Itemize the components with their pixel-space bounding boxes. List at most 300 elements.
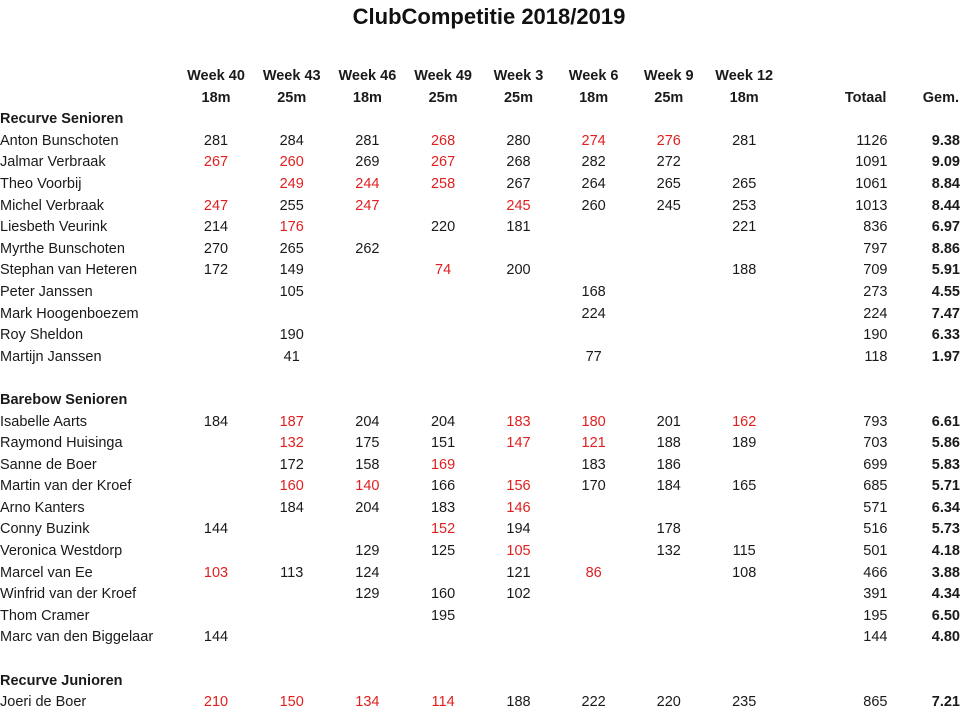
score-cell: 160: [279, 478, 304, 495]
score-cell: [556, 519, 631, 541]
table-row: [0, 174, 960, 196]
score-cell: 149: [279, 262, 304, 279]
score-cell: 189: [732, 435, 757, 452]
score-cell: [556, 217, 631, 239]
score-cell: 187: [279, 413, 304, 430]
score-cell: 267: [430, 154, 456, 171]
score-cell: [706, 606, 782, 628]
archer-name: Theo Voorbij: [0, 175, 82, 192]
score-cell: 105: [506, 543, 531, 560]
table-row: [0, 498, 960, 520]
score-cell: 270: [203, 240, 229, 257]
score-cell: 151: [430, 435, 456, 452]
header-distance: 18m: [579, 89, 609, 106]
total-cell: 699: [863, 456, 888, 473]
score-cell: 272: [656, 154, 681, 171]
score-cell: [254, 627, 330, 649]
table-row: [0, 584, 960, 606]
score-cell: [178, 498, 254, 520]
score-cell: 165: [732, 478, 757, 495]
score-cell: 247: [355, 197, 380, 214]
score-cell: [706, 152, 782, 174]
header-distance: 18m: [201, 89, 231, 106]
score-cell: 181: [506, 219, 531, 236]
score-cell: [330, 260, 406, 282]
score-cell: [178, 606, 254, 628]
table-row: [0, 412, 960, 434]
score-cell: [330, 347, 406, 369]
score-cell: [706, 627, 782, 649]
archer-name: Conny Buzink: [0, 521, 90, 538]
score-cell: 265: [656, 175, 681, 192]
score-cell: [556, 627, 631, 649]
score-cell: 184: [656, 478, 681, 495]
score-cell: [481, 325, 556, 347]
score-cell: 140: [355, 478, 380, 495]
score-cell: 220: [430, 219, 456, 236]
score-cell: 180: [581, 413, 606, 430]
total-cell: 195: [863, 607, 888, 624]
section-header-row: [0, 109, 960, 131]
average-cell: 5.73: [931, 521, 960, 538]
score-cell: 249: [279, 175, 304, 192]
score-cell: 156: [506, 478, 531, 495]
score-cell: [178, 282, 254, 304]
table-row: [0, 433, 960, 455]
table-row: [0, 325, 960, 347]
archer-name: Stephan van Heteren: [0, 262, 138, 279]
score-cell: [178, 541, 254, 563]
score-cell: 129: [355, 586, 380, 603]
score-cell: 245: [656, 197, 681, 214]
score-cell: 268: [430, 132, 456, 149]
score-cell: 175: [355, 435, 380, 452]
score-cell: [481, 627, 556, 649]
score-cell: 150: [279, 694, 304, 711]
table-row: [0, 260, 960, 282]
score-cell: [330, 217, 406, 239]
table-row: [0, 541, 960, 563]
total-cell: 1061: [855, 175, 888, 192]
score-cell: [330, 282, 406, 304]
table-row: [0, 692, 960, 714]
header-distance: 25m: [503, 89, 533, 106]
total-cell: 391: [863, 586, 888, 603]
score-cell: 178: [656, 521, 681, 538]
archer-name: Raymond Huisinga: [0, 435, 123, 452]
table-row: [0, 563, 960, 585]
score-cell: 204: [355, 499, 380, 516]
total-cell: 224: [863, 305, 888, 322]
score-cell: 125: [430, 543, 456, 560]
score-cell: [405, 239, 481, 261]
score-cell: 244: [355, 175, 380, 192]
score-cell: [631, 260, 706, 282]
score-cell: [706, 304, 782, 326]
score-cell: [631, 563, 706, 585]
score-cell: [706, 325, 782, 347]
score-cell: 200: [506, 262, 531, 279]
score-cell: 186: [656, 456, 681, 473]
score-cell: 121: [581, 435, 606, 452]
score-cell: [556, 325, 631, 347]
header-week: Week 3: [493, 68, 544, 84]
table-row: [0, 476, 960, 498]
score-cell: [405, 282, 481, 304]
score-cell: [405, 627, 481, 649]
score-cell: 260: [279, 154, 304, 171]
score-cell: 281: [203, 132, 229, 149]
header-week-row: [0, 66, 960, 88]
score-cell: [178, 455, 254, 477]
archer-name: Myrthe Bunschoten: [0, 240, 125, 257]
average-cell: 6.33: [931, 327, 960, 344]
total-cell: 118: [864, 348, 888, 365]
average-cell: 6.61: [931, 413, 960, 430]
score-cell: [631, 217, 706, 239]
page-title: ClubCompetitie 2018/2019: [352, 4, 626, 29]
score-cell: 281: [732, 132, 757, 149]
average-cell: 6.34: [931, 499, 960, 516]
score-cell: 260: [581, 197, 606, 214]
score-cell: [254, 541, 330, 563]
average-cell: 7.21: [931, 694, 960, 711]
table-row: [0, 217, 960, 239]
score-cell: 183: [581, 456, 606, 473]
score-cell: [706, 498, 782, 520]
table-row: [0, 519, 960, 541]
score-cell: 146: [506, 499, 531, 516]
score-cell: 267: [506, 175, 531, 192]
average-cell: 8.44: [931, 197, 960, 214]
score-cell: [631, 282, 706, 304]
score-cell: [178, 476, 254, 498]
score-cell: 132: [656, 543, 681, 560]
score-cell: 114: [431, 694, 455, 711]
header-week: Week 43: [262, 68, 321, 84]
header-distance: 25m: [277, 89, 307, 106]
score-cell: [631, 239, 706, 261]
archer-name: Martin van der Kroef: [0, 478, 132, 495]
header-distance: 25m: [428, 89, 458, 106]
score-cell: 102: [506, 586, 531, 603]
average-cell: 8.84: [931, 175, 960, 192]
archer-name: Martijn Janssen: [0, 348, 102, 365]
score-cell: [556, 606, 631, 628]
score-cell: [178, 325, 254, 347]
average-cell: 5.83: [931, 456, 960, 473]
score-cell: [631, 325, 706, 347]
average-cell: 3.88: [931, 564, 960, 581]
score-cell: [706, 239, 782, 261]
archer-name: Winfrid van der Kroef: [0, 586, 137, 603]
score-cell: [405, 196, 481, 218]
table-row: [0, 304, 960, 326]
score-cell: 253: [732, 197, 757, 214]
score-cell: 265: [279, 240, 304, 257]
score-cell: 280: [506, 132, 531, 149]
archer-name: Liesbeth Veurink: [0, 219, 108, 236]
score-cell: [405, 325, 481, 347]
average-cell: 4.34: [931, 586, 960, 603]
score-cell: [556, 260, 631, 282]
average-cell: 5.91: [931, 262, 960, 279]
total-cell: 793: [863, 413, 888, 430]
score-cell: [254, 519, 330, 541]
score-cell: [556, 239, 631, 261]
average-cell: 1.97: [931, 348, 960, 365]
score-cell: 262: [355, 240, 380, 257]
table-row: [0, 196, 960, 218]
score-cell: [631, 347, 706, 369]
total-cell: 1091: [855, 154, 888, 171]
archer-name: Michel Verbraak: [0, 197, 104, 214]
score-cell: 162: [732, 413, 757, 430]
score-cell: 194: [506, 521, 531, 538]
header-blank: [887, 66, 960, 88]
score-cell: 190: [279, 327, 304, 344]
total-cell: 501: [863, 543, 888, 560]
score-cell: 214: [203, 219, 229, 236]
score-cell: [481, 239, 556, 261]
score-cell: 144: [203, 521, 229, 538]
score-cell: 105: [279, 283, 304, 300]
header-distance-row: [0, 88, 960, 110]
score-cell: 86: [585, 564, 602, 581]
total-cell: 144: [863, 629, 888, 646]
archer-name: Veronica Westdorp: [0, 543, 123, 560]
archer-name: Joeri de Boer: [0, 694, 87, 711]
score-cell: 129: [355, 543, 380, 560]
archer-name: Mark Hoogenboezem: [0, 305, 139, 322]
table-row: [0, 455, 960, 477]
score-cell: [706, 282, 782, 304]
score-cell: [556, 584, 631, 606]
score-cell: 265: [732, 175, 757, 192]
score-cell: 188: [656, 435, 681, 452]
score-cell: [631, 304, 706, 326]
score-cell: 169: [430, 456, 456, 473]
spacer-row: [0, 649, 960, 671]
score-cell: 220: [656, 694, 681, 711]
score-cell: 274: [581, 132, 606, 149]
score-cell: [330, 627, 406, 649]
score-cell: 267: [203, 154, 229, 171]
score-cell: [178, 347, 254, 369]
score-cell: 282: [581, 154, 606, 171]
section-header-row: [0, 671, 960, 693]
score-cell: 204: [430, 413, 456, 430]
total-cell: 571: [863, 499, 888, 516]
score-cell: [178, 304, 254, 326]
total-cell: 685: [863, 478, 888, 495]
archer-name: Sanne de Boer: [0, 456, 97, 473]
score-cell: [254, 606, 330, 628]
header-week: Week 46: [338, 68, 397, 84]
archer-name: Isabelle Aarts: [0, 413, 88, 430]
score-cell: 268: [506, 154, 531, 171]
header-week: Week 12: [715, 68, 774, 84]
average-cell: 4.80: [931, 629, 960, 646]
section-header-row: [0, 390, 960, 412]
archer-name: Arno Kanters: [0, 499, 85, 516]
total-cell: 1126: [856, 132, 888, 149]
header-distance: 18m: [729, 89, 759, 106]
score-cell: 269: [355, 154, 380, 171]
score-cell: 183: [506, 413, 531, 430]
header-week: Week 6: [568, 68, 619, 84]
score-cell: [178, 433, 254, 455]
score-cell: 188: [732, 262, 757, 279]
score-cell: 144: [203, 629, 229, 646]
score-cell: 281: [355, 132, 380, 149]
section-title: Barebow Senioren: [0, 391, 128, 408]
average-cell: 6.50: [931, 607, 960, 624]
total-cell: 516: [863, 521, 888, 538]
score-cell: 224: [581, 305, 606, 322]
table-row: [0, 131, 960, 153]
header-distance: 18m: [352, 89, 382, 106]
header-average: Gem.: [922, 89, 959, 106]
average-cell: 6.97: [931, 219, 960, 236]
header-week: Week 40: [187, 68, 245, 84]
score-cell: 134: [355, 694, 380, 711]
scores-table: [0, 66, 960, 714]
total-cell: 466: [863, 564, 888, 581]
score-cell: [631, 627, 706, 649]
header-week: Week 49: [414, 68, 472, 84]
score-cell: [254, 584, 330, 606]
score-cell: [556, 541, 631, 563]
score-cell: 115: [732, 543, 756, 560]
score-cell: 264: [581, 175, 606, 192]
score-cell: 258: [430, 175, 456, 192]
score-cell: [178, 584, 254, 606]
total-cell: 190: [863, 327, 888, 344]
header-corner: [0, 66, 178, 88]
average-cell: 8.86: [931, 240, 960, 257]
score-cell: [405, 304, 481, 326]
average-cell: 4.18: [931, 543, 960, 560]
header-total: Totaal: [844, 89, 887, 106]
table-row: [0, 347, 960, 369]
score-cell: 158: [355, 456, 380, 473]
score-cell: [481, 347, 556, 369]
score-cell: [706, 519, 782, 541]
score-cell: 77: [585, 348, 602, 365]
archer-name: Thom Cramer: [0, 607, 90, 624]
average-cell: 4.55: [931, 283, 960, 300]
average-cell: 5.71: [931, 478, 960, 495]
score-cell: 284: [279, 132, 304, 149]
score-cell: 172: [279, 456, 304, 473]
score-cell: [556, 498, 631, 520]
score-cell: [481, 304, 556, 326]
score-cell: 183: [430, 499, 456, 516]
score-cell: [631, 606, 706, 628]
score-cell: [631, 584, 706, 606]
score-cell: 103: [203, 564, 229, 581]
total-cell: 273: [863, 283, 888, 300]
score-cell: [631, 498, 706, 520]
average-cell: 9.09: [931, 154, 960, 171]
score-cell: [481, 282, 556, 304]
score-cell: 221: [732, 219, 757, 236]
score-cell: [405, 563, 481, 585]
table-row: [0, 627, 960, 649]
average-cell: 7.47: [931, 305, 960, 322]
section-title: Recurve Senioren: [0, 111, 124, 128]
score-cell: 168: [581, 283, 606, 300]
total-cell: 709: [863, 262, 888, 279]
score-cell: 184: [279, 499, 304, 516]
score-cell: 188: [506, 694, 531, 711]
score-cell: 132: [279, 435, 304, 452]
score-cell: 184: [203, 413, 229, 430]
score-cell: 276: [656, 132, 681, 149]
archer-name: Roy Sheldon: [0, 327, 84, 344]
header-distance: 25m: [654, 89, 684, 106]
score-cell: 222: [581, 694, 606, 711]
score-cell: [706, 455, 782, 477]
score-cell: 210: [203, 694, 229, 711]
score-cell: 124: [355, 564, 380, 581]
score-cell: [330, 304, 406, 326]
total-cell: 836: [863, 219, 888, 236]
score-cell: [706, 347, 782, 369]
total-cell: 703: [863, 435, 888, 452]
archer-name: Marc van den Biggelaar: [0, 629, 154, 646]
table-row: [0, 282, 960, 304]
score-cell: 166: [430, 478, 456, 495]
score-cell: 204: [355, 413, 380, 430]
score-cell: 195: [430, 607, 456, 624]
archer-name: Peter Janssen: [0, 283, 93, 300]
score-cell: 201: [656, 413, 681, 430]
score-cell: 74: [435, 262, 452, 279]
score-cell: 247: [203, 197, 229, 214]
score-cell: [330, 606, 406, 628]
score-cell: [481, 455, 556, 477]
score-cell: [706, 584, 782, 606]
score-cell: 121: [506, 564, 531, 581]
score-cell: 255: [279, 197, 304, 214]
table-row: [0, 152, 960, 174]
score-cell: 147: [506, 435, 531, 452]
section-title: Recurve Junioren: [0, 672, 123, 689]
score-cell: [330, 519, 406, 541]
score-cell: [178, 174, 254, 196]
total-cell: 865: [863, 694, 888, 711]
score-cell: 152: [430, 521, 456, 538]
score-cell: [481, 606, 556, 628]
score-cell: 245: [506, 197, 531, 214]
score-cell: 108: [732, 564, 757, 581]
score-cell: 176: [279, 219, 304, 236]
table-row: [0, 239, 960, 261]
score-cell: 41: [283, 348, 300, 365]
header-corner: [0, 88, 178, 110]
archer-name: Marcel van Ee: [0, 564, 93, 581]
score-cell: 160: [430, 586, 456, 603]
total-cell: 1013: [855, 197, 888, 214]
score-cell: [405, 347, 481, 369]
score-cell: [330, 325, 406, 347]
table-row: [0, 606, 960, 628]
header-blank: [782, 66, 887, 88]
score-cell: 113: [280, 564, 304, 581]
score-cell: 170: [581, 478, 606, 495]
